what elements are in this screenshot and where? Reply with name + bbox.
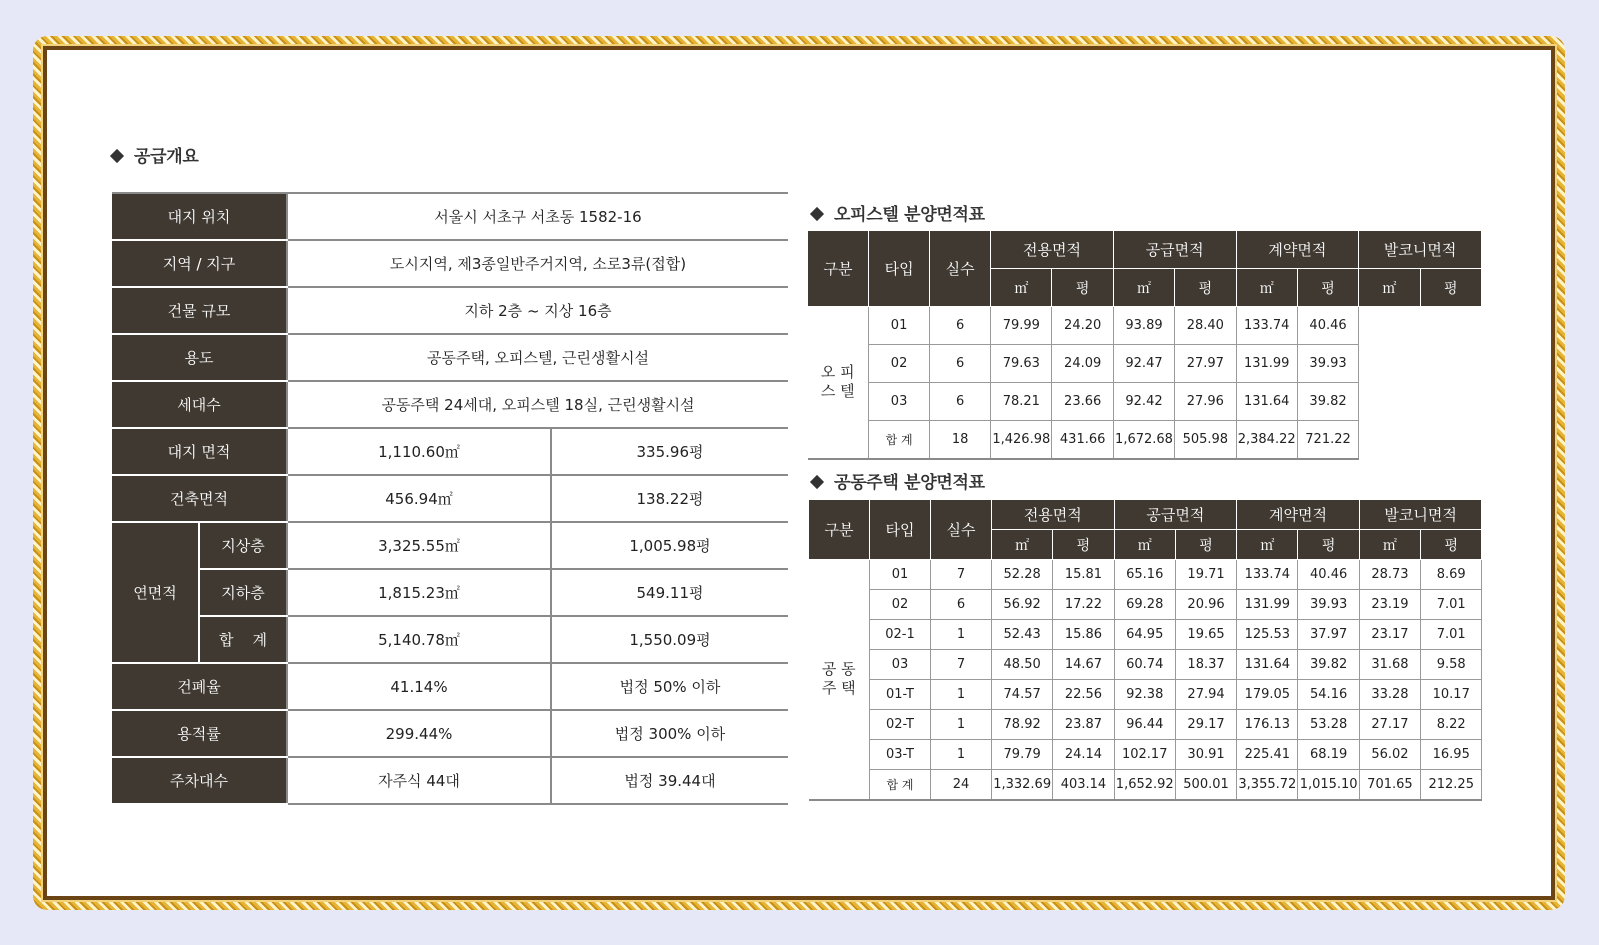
row-value: 225.41 <box>1237 740 1298 770</box>
row-type: 02-T <box>870 710 931 740</box>
row-value: 52.28 <box>992 560 1053 590</box>
header-pyeong: 평 <box>1053 530 1114 560</box>
row-value: 299.44% <box>287 710 551 757</box>
row-value: 27.17 <box>1359 710 1420 740</box>
header-type: 타입 <box>870 500 931 560</box>
row-value: 8.69 <box>1421 560 1482 590</box>
row-value: 68.19 <box>1298 740 1359 770</box>
header-pyeong: 평 <box>1297 269 1358 307</box>
row-type: 02 <box>870 590 931 620</box>
header-pyeong: 평 <box>1175 269 1236 307</box>
row-value: 40.46 <box>1297 307 1358 345</box>
row-value-pyeong: 335.96평 <box>551 428 788 475</box>
row-value-sqm: 456.94㎡ <box>287 475 551 522</box>
row-label: 건폐율 <box>112 663 287 710</box>
header-sqm: ㎡ <box>1236 269 1297 307</box>
row-value: 79.79 <box>992 740 1053 770</box>
diamond-bullet-icon <box>110 149 124 163</box>
row-value: 공동주택, 오피스텔, 근린생활시설 <box>287 334 788 381</box>
row-value: 서울시 서초구 서초동 1582-16 <box>287 193 788 240</box>
header-exclusive: 전용면적 <box>991 231 1114 269</box>
row-value-sqm: 5,140.78㎡ <box>287 616 551 663</box>
header-units: 실수 <box>931 500 992 560</box>
table-header-row <box>808 231 1482 269</box>
table-row <box>112 193 788 240</box>
row-value: 93.89 <box>1113 307 1174 345</box>
row-value: 23.66 <box>1052 383 1113 421</box>
row-value: 92.42 <box>1113 383 1174 421</box>
header-sqm: ㎡ <box>1359 530 1420 560</box>
row-value: 17.22 <box>1053 590 1114 620</box>
header-pyeong: 평 <box>1175 530 1236 560</box>
row-value: 60.74 <box>1114 650 1175 680</box>
row-label: 건축면적 <box>112 475 287 522</box>
row-value: 30.91 <box>1175 740 1236 770</box>
row-type: 03 <box>869 383 930 421</box>
row-value: 701.65 <box>1359 770 1420 800</box>
content-panel <box>43 46 1555 900</box>
table-row <box>809 710 1482 740</box>
row-value: 23.19 <box>1359 590 1420 620</box>
header-category: 구분 <box>808 231 869 307</box>
row-value: 1,672.68 <box>1113 421 1174 459</box>
table-row <box>809 560 1482 590</box>
table-row <box>809 650 1482 680</box>
header-category: 구분 <box>809 500 870 560</box>
row-value: 10.17 <box>1421 680 1482 710</box>
row-value: 131.64 <box>1237 650 1298 680</box>
row-value: 179.05 <box>1237 680 1298 710</box>
row-label: 건물 규모 <box>112 287 287 334</box>
row-value: 7 <box>931 560 992 590</box>
table-row <box>809 680 1482 710</box>
row-value: 23.17 <box>1359 620 1420 650</box>
row-value-sqm: 3,325.55㎡ <box>287 522 551 569</box>
row-value-pyeong: 549.11평 <box>551 569 788 616</box>
table-row <box>809 590 1482 620</box>
row-value: 52.43 <box>992 620 1053 650</box>
row-type: 02 <box>869 345 930 383</box>
diamond-bullet-icon <box>810 475 824 489</box>
header-contract: 계약면적 <box>1237 500 1360 530</box>
row-value: 131.99 <box>1237 590 1298 620</box>
row-type: 01-T <box>870 680 931 710</box>
table-row <box>809 620 1482 650</box>
row-value: 39.82 <box>1297 383 1358 421</box>
row-value: 403.14 <box>1053 770 1114 800</box>
table-row <box>809 740 1482 770</box>
row-type: 02-1 <box>870 620 931 650</box>
row-value: 65.16 <box>1114 560 1175 590</box>
row-value: 33.28 <box>1359 680 1420 710</box>
row-label: 대지 위치 <box>112 193 287 240</box>
header-sqm: ㎡ <box>992 530 1053 560</box>
row-value-sqm: 1,110.60㎡ <box>287 428 551 475</box>
header-supply: 공급면적 <box>1113 231 1236 269</box>
header-sqm: ㎡ <box>1113 269 1174 307</box>
row-value: 48.50 <box>992 650 1053 680</box>
row-label: 주차대수 <box>112 757 287 804</box>
row-value: 176.13 <box>1237 710 1298 740</box>
row-value: 37.97 <box>1298 620 1359 650</box>
row-value-legal: 법정 300% 이하 <box>551 710 788 757</box>
row-value: 1 <box>931 710 992 740</box>
table-header-row <box>809 500 1482 530</box>
row-value: 28.40 <box>1175 307 1236 345</box>
row-value: 133.74 <box>1236 307 1297 345</box>
row-value: 212.25 <box>1421 770 1482 800</box>
header-sqm: ㎡ <box>1237 530 1298 560</box>
row-value: 53.28 <box>1298 710 1359 740</box>
row-value: 6 <box>931 590 992 620</box>
row-value: 24 <box>931 770 992 800</box>
row-value-legal: 법정 39.44대 <box>551 757 788 804</box>
row-value: 79.99 <box>991 307 1052 345</box>
row-value: 102.17 <box>1114 740 1175 770</box>
row-type: 01 <box>869 307 930 345</box>
row-value: 16.95 <box>1421 740 1482 770</box>
officetel-table-title: 오피스텔 분양면적표 <box>812 200 985 225</box>
row-type: 01 <box>870 560 931 590</box>
row-value-legal: 법정 50% 이하 <box>551 663 788 710</box>
row-label: 용적률 <box>112 710 287 757</box>
row-value: 18.37 <box>1175 650 1236 680</box>
row-value: 78.92 <box>992 710 1053 740</box>
table-row <box>112 334 788 381</box>
row-value: 1,015.10 <box>1298 770 1359 800</box>
gross-area-label: 연면적 <box>112 522 199 663</box>
row-value: 1 <box>931 680 992 710</box>
group-label: 오 피 스 텔 <box>808 307 869 459</box>
row-value: 133.74 <box>1237 560 1298 590</box>
row-value: 92.47 <box>1113 345 1174 383</box>
row-value: 24.20 <box>1052 307 1113 345</box>
row-value: 6 <box>930 383 991 421</box>
row-value: 1 <box>931 740 992 770</box>
row-value-pyeong: 1,550.09평 <box>551 616 788 663</box>
row-value: 19.71 <box>1175 560 1236 590</box>
header-balcony: 발코니면적 <box>1359 231 1482 269</box>
row-value: 27.94 <box>1175 680 1236 710</box>
table-row <box>809 770 1482 800</box>
row-value: 96.44 <box>1114 710 1175 740</box>
row-value: 24.14 <box>1053 740 1114 770</box>
row-value: 2,384.22 <box>1236 421 1297 459</box>
row-value: 39.93 <box>1298 590 1359 620</box>
apartment-area-table <box>808 499 1482 801</box>
row-value: 9.58 <box>1421 650 1482 680</box>
header-exclusive: 전용면적 <box>992 500 1115 530</box>
table-row <box>112 287 788 334</box>
row-value: 39.93 <box>1297 345 1358 383</box>
row-value: 자주식 44대 <box>287 757 551 804</box>
header-pyeong: 평 <box>1421 530 1482 560</box>
header-balcony: 발코니면적 <box>1359 500 1482 530</box>
row-value: 54.16 <box>1298 680 1359 710</box>
header-type: 타입 <box>869 231 930 307</box>
row-value: 79.63 <box>991 345 1052 383</box>
row-label: 용도 <box>112 334 287 381</box>
row-value: 14.67 <box>1053 650 1114 680</box>
row-value: 56.92 <box>992 590 1053 620</box>
empty-balcony-area <box>1359 307 1482 459</box>
row-value-pyeong: 138.22평 <box>551 475 788 522</box>
table-row <box>112 616 788 663</box>
row-value: 39.82 <box>1298 650 1359 680</box>
row-value: 8.22 <box>1421 710 1482 740</box>
row-value: 도시지역, 제3종일반주거지역, 소로3류(접합) <box>287 240 788 287</box>
header-pyeong: 평 <box>1052 269 1113 307</box>
row-value: 18 <box>930 421 991 459</box>
row-sublabel: 지하층 <box>199 569 287 616</box>
header-pyeong: 평 <box>1298 530 1359 560</box>
officetel-area-table <box>807 230 1482 460</box>
header-sqm: ㎡ <box>991 269 1052 307</box>
row-value: 29.17 <box>1175 710 1236 740</box>
row-value: 1,426.98 <box>991 421 1052 459</box>
header-pyeong: 평 <box>1420 269 1481 307</box>
row-type: 03 <box>870 650 931 680</box>
row-value: 3,355.72 <box>1237 770 1298 800</box>
row-sublabel: 지상층 <box>199 522 287 569</box>
table-row <box>112 428 788 475</box>
row-value: 22.56 <box>1053 680 1114 710</box>
row-value: 23.87 <box>1053 710 1114 740</box>
row-value: 64.95 <box>1114 620 1175 650</box>
table-row <box>112 381 788 428</box>
table-row <box>112 569 788 616</box>
table-row <box>112 663 788 710</box>
header-contract: 계약면적 <box>1236 231 1359 269</box>
supply-overview-title: 공급개요 <box>112 142 199 167</box>
row-value: 7.01 <box>1421 590 1482 620</box>
row-label: 지역 / 지구 <box>112 240 287 287</box>
header-sqm: ㎡ <box>1359 269 1420 307</box>
row-value: 지하 2층 ~ 지상 16층 <box>287 287 788 334</box>
table-row <box>112 240 788 287</box>
table-row <box>112 475 788 522</box>
row-value: 431.66 <box>1052 421 1113 459</box>
row-value: 6 <box>930 307 991 345</box>
row-value: 125.53 <box>1237 620 1298 650</box>
row-value-pyeong: 1,005.98평 <box>551 522 788 569</box>
row-value: 78.21 <box>991 383 1052 421</box>
table-row <box>112 757 788 804</box>
row-value-sqm: 1,815.23㎡ <box>287 569 551 616</box>
row-value: 공동주택 24세대, 오피스텔 18실, 근린생활시설 <box>287 381 788 428</box>
row-value: 15.86 <box>1053 620 1114 650</box>
row-value: 69.28 <box>1114 590 1175 620</box>
row-value: 24.09 <box>1052 345 1113 383</box>
row-value: 505.98 <box>1175 421 1236 459</box>
table-row <box>808 307 1482 345</box>
row-value: 92.38 <box>1114 680 1175 710</box>
row-value: 27.97 <box>1175 345 1236 383</box>
row-value: 19.65 <box>1175 620 1236 650</box>
header-units: 실수 <box>930 231 991 307</box>
row-value: 15.81 <box>1053 560 1114 590</box>
row-value: 40.46 <box>1298 560 1359 590</box>
header-sqm: ㎡ <box>1114 530 1175 560</box>
row-value: 56.02 <box>1359 740 1420 770</box>
row-type: 합 계 <box>870 770 931 800</box>
row-value: 1 <box>931 620 992 650</box>
row-sublabel: 합 계 <box>199 616 287 663</box>
supply-overview-table <box>112 192 788 805</box>
row-value: 28.73 <box>1359 560 1420 590</box>
row-type: 합 계 <box>869 421 930 459</box>
row-value: 721.22 <box>1297 421 1358 459</box>
row-value: 20.96 <box>1175 590 1236 620</box>
row-value: 1,652.92 <box>1114 770 1175 800</box>
table-row <box>112 710 788 757</box>
decorative-frame <box>33 36 1565 910</box>
row-label: 세대수 <box>112 381 287 428</box>
diamond-bullet-icon <box>810 207 824 221</box>
header-supply: 공급면적 <box>1114 500 1237 530</box>
row-value: 1,332.69 <box>992 770 1053 800</box>
row-value: 7.01 <box>1421 620 1482 650</box>
row-value: 31.68 <box>1359 650 1420 680</box>
row-value: 131.99 <box>1236 345 1297 383</box>
row-value: 41.14% <box>287 663 551 710</box>
row-label: 대지 면적 <box>112 428 287 475</box>
apartment-table-title: 공동주택 분양면적표 <box>812 468 985 493</box>
row-value: 6 <box>930 345 991 383</box>
row-value: 27.96 <box>1175 383 1236 421</box>
row-value: 74.57 <box>992 680 1053 710</box>
row-value: 7 <box>931 650 992 680</box>
row-value: 131.64 <box>1236 383 1297 421</box>
group-label: 공 동 주 택 <box>809 560 870 800</box>
table-row <box>112 522 788 569</box>
row-type: 03-T <box>870 740 931 770</box>
row-value: 500.01 <box>1175 770 1236 800</box>
